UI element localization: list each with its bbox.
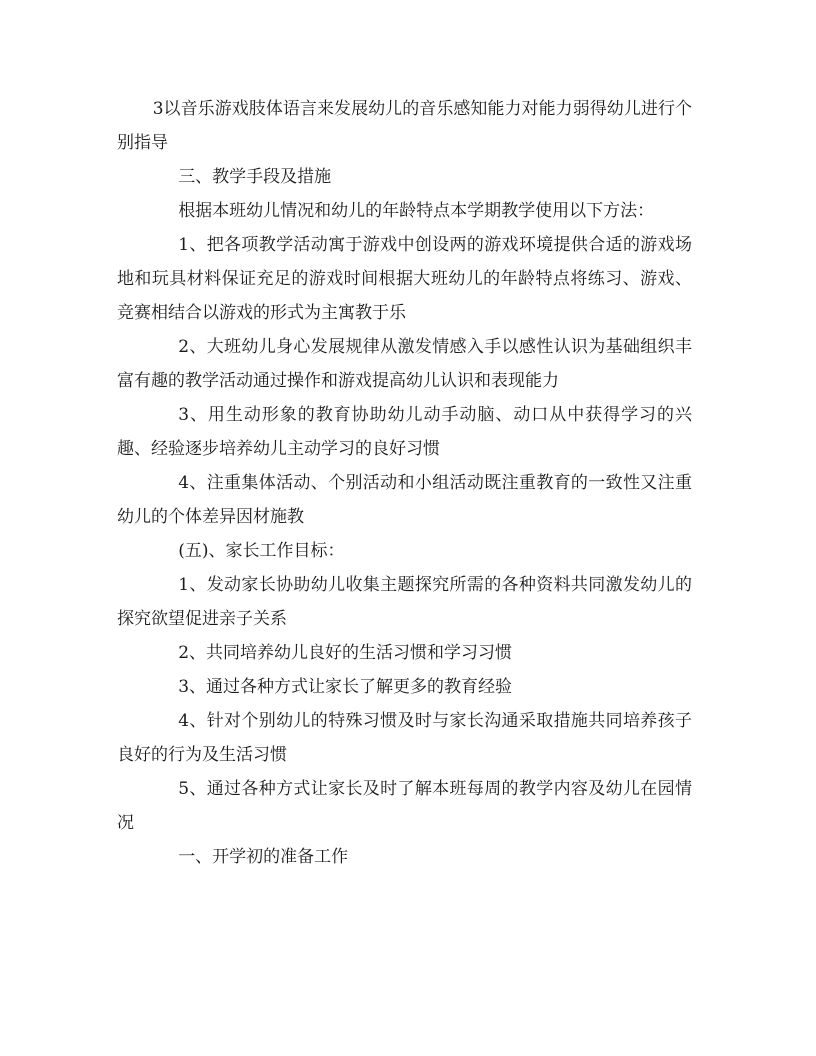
section-heading-preparation: 一、开学初的准备工作	[178, 847, 349, 867]
paragraph-method-1: 1、把各项教学活动寓于游戏中创设两的游戏环境提供合适的游戏场地和玩具材料保证充足的游戏时间根据大班幼儿的年龄特点将练习、游戏、竞赛相结合以游戏的形式为主寓教于乐	[117, 235, 692, 323]
document-body	[117, 92, 692, 874]
paragraph-method-4: 4、注重集体活动、个别活动和小组活动既注重教育的一致性又注重幼儿的个体差异因材施教	[117, 473, 692, 527]
section-heading-teaching-methods: 三、教学手段及措施	[178, 167, 332, 187]
paragraph-parent-goal-3: 3、通过各种方式让家长了解更多的教育经验	[178, 677, 513, 697]
paragraph-music-goal: 3以音乐游戏肢体语言来发展幼儿的音乐感知能力对能力弱得幼儿进行个别指导	[117, 99, 692, 153]
paragraph-parent-goal-5: 5、通过各种方式让家长及时了解本班每周的教学内容及幼儿在园情况	[117, 779, 692, 833]
paragraph-method-2: 2、大班幼儿身心发展规律从激发情感入手以感性认识为基础组织丰富有趣的教学活动通过操作和游戏提高幼儿认识和表现能力	[117, 337, 692, 391]
paragraph-parent-goal-4: 4、针对个别幼儿的特殊习惯及时与家长沟通采取措施共同培养孩子良好的行为及生活习惯	[117, 711, 692, 765]
paragraph-methods-intro: 根据本班幼儿情况和幼儿的年龄特点本学期教学使用以下方法：	[178, 201, 655, 221]
section-heading-parent-work: (五)、家长工作目标：	[178, 541, 345, 561]
paragraph-parent-goal-1: 1、发动家长协助幼儿收集主题探究所需的各种资料共同激发幼儿的探究欲望促进亲子关系	[117, 575, 692, 629]
paragraph-method-3: 3、用生动形象的教育协助幼儿动手动脑、动口从中获得学习的兴趣、经验逐步培养幼儿主动学习的良好习惯	[117, 405, 692, 459]
paragraph-parent-goal-2: 2、共同培养幼儿良好的生活习惯和学习习惯	[178, 643, 513, 663]
